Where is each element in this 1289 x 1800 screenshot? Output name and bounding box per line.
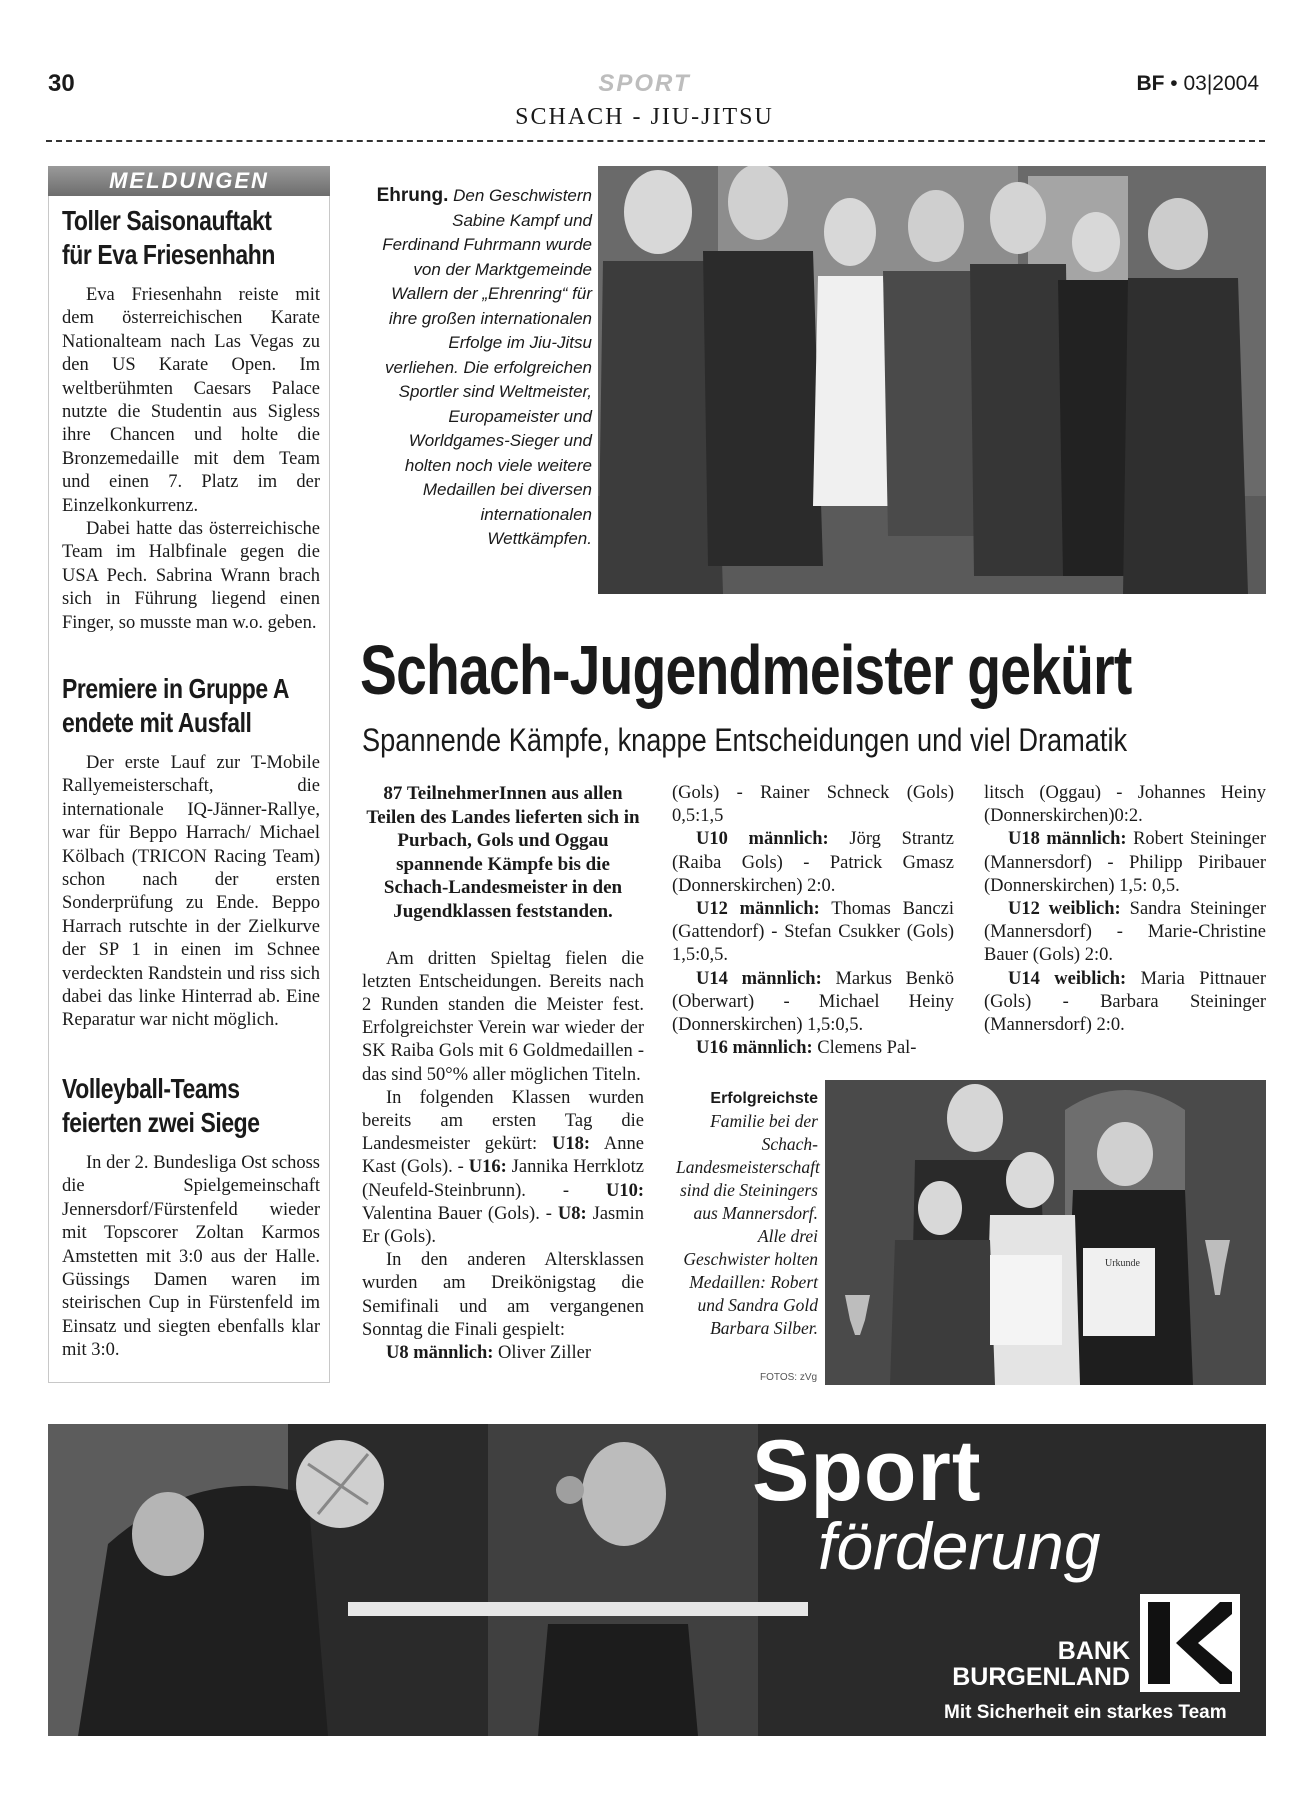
- article-u12w: U12 weiblich: Sandra Steininger (Mannersdorf) - Marie-Christine Bauer (Gols) 2:0.: [984, 899, 1266, 966]
- family-caption-text: Familie bei der Schach-Landesmeisterschaft sind die Steiningers aus Mannersdorf. Alle drei Geschwister holten Medaillen: Robert und Sandra Gold Barbara Silber.: [676, 1111, 820, 1338]
- article-u14w: U14 weiblich: Maria Pittnauer (Gols) - Barbara Steininger (Mannersdorf) 2:0.: [984, 968, 1266, 1036]
- article-col3-intro: litsch (Oggau) - Johannes Heiny (Donnerskirchen)0:2.: [984, 783, 1266, 827]
- main-headline: Schach-Jugendmeister gekürt: [360, 631, 1132, 709]
- article-u10m: U10 männlich: Jörg Strantz (Raiba Gols) - Patrick Gmasz (Donnerskirchen) 2:0.: [672, 829, 954, 896]
- ehrung-caption: [372, 184, 592, 552]
- ehrung-photo: [598, 166, 1266, 594]
- family-photo-illustration: [825, 1080, 1266, 1385]
- family-photo: [825, 1080, 1266, 1385]
- main-subheadline: Spannende Kämpfe, knappe Entscheidungen und viel Dramatik: [362, 722, 1128, 758]
- page-number: 30: [48, 70, 75, 97]
- article-column-1: [362, 782, 644, 1365]
- certificate-label: Urkunde: [1105, 1258, 1140, 1269]
- photo-credit: FOTOS: zVg: [760, 1372, 818, 1383]
- article-column-3: [984, 782, 1266, 1037]
- publication-name: BF: [1136, 72, 1165, 95]
- meldung-2: [62, 672, 320, 1033]
- bank-burgenland-logo-icon: [1140, 1594, 1240, 1692]
- article-u12m: U12 männlich: Thomas Banczi (Gattendorf) - Stefan Csukker (Gols) 1,5:0,5.: [672, 899, 954, 966]
- group-photo-illustration: [598, 166, 1266, 594]
- meldungen-label: MELDUNGEN: [48, 166, 330, 196]
- article-column-2: [672, 782, 954, 1060]
- article-u18m: U18 männlich: Robert Steininger (Mannersdorf) - Philipp Piribauer (Donnerskirchen) 1,5: 0,5.: [984, 829, 1266, 896]
- article-col2-intro: (Gols) - Rainer Schneck (Gols) 0,5:1,5: [672, 783, 954, 827]
- meldung-3: [62, 1072, 320, 1363]
- family-caption-title: Erfolgreichste: [710, 1090, 818, 1107]
- article-u8m: U8 männlich: Oliver Ziller: [386, 1343, 592, 1364]
- bank-name: BANK BURGENLAND: [952, 1637, 1130, 1691]
- meldung-1-body: Eva Friesenhahn reiste mit dem österreichischen Karate Nationalteam nach Las Vegas zu den US Karate Open. Im weltberühmten Caesars Palace nutzte die Studentin aus Sigless ihre Chancen und holte die Bronzemedaille mit dem Team und einen 7. Platz im der Einzelkonkurrenz. Dabei hatte das österreichische Team im Halbfinale gegen die USA Pech. Sabrina Wrann brach sich in Führung liegend einen Finger, so musste man w.o. geben.: [62, 285, 320, 633]
- article-u16m: U16 männlich: Clemens Pal-: [696, 1038, 917, 1059]
- meldung-3-body: In der 2. Bundesliga Ost schoss die Spielgemeinschaft Jennersdorf/Fürstenfeld wieder mit Topscorer Zoltan Karmos Amstetten mit 3:0 aus der Halle. Güssings Damen waren im steirischen Cup in Fürstenfeld im Einsatz und siegten ebenfalls klar mit 3:0.: [62, 1153, 320, 1361]
- meldung-2-title: Premiere in Gruppe A endete mit Ausfall: [62, 673, 289, 738]
- meldung-1: [62, 204, 320, 635]
- article-lead: 87 TeilnehmerInnen aus allen Teilen des Landes lieferten sich in Purbach, Gols und Oggau spannende Kämpfe bis die Schach-Landesmeister in den Jugendklassen feststanden.: [366, 783, 640, 922]
- meldung-1-title: Toller Saisonauftakt für Eva Friesenhahn: [62, 205, 275, 270]
- article-paragraph-2: In folgenden Klassen wurden bereits am ersten Tag die Landesmeister gekürt: U18: Anne Kast (Gols). - U16: Jannika Herrklotz (Neufeld-Steinbrunn). - U10: Valentina Bauer (Gols). - U8: Jasmin Er (Gols).: [362, 1087, 645, 1247]
- article-paragraph-3: In den anderen Altersklassen wurden am Dreikönigstag die Semifinali und am vergangenen Sonntag die Finali gespielt:: [362, 1250, 644, 1340]
- family-caption: [676, 1086, 818, 1340]
- ad-title-foerderung: förderung: [818, 1509, 1101, 1583]
- meldung-2-body: Der erste Lauf zur T-Mobile Rallyemeisterschaft, die internationale IQ-Jänner-Rallye, war für Beppo Harrach/ Michael Kölbach (TRICON Racing Team) schon nach der ersten Sonderprüfung zu Ende. Beppo Harrach rutschte in der Zielkurve der SP 1 in einen im Schnee verdeckten Randstein und riss sich dabei das linke Hinterrad ab. Eine Reparatur war nicht möglich.: [62, 753, 320, 1031]
- ehrung-lead: Ehrung.: [376, 185, 449, 206]
- ad-slogan: Mit Sicherheit ein starkes Team: [944, 1702, 1227, 1723]
- meldung-3-title: Volleyball-Teams feierten zwei Siege: [62, 1073, 260, 1138]
- subsection-title: SCHACH - JIU-JITSU: [515, 104, 774, 130]
- header-divider: [46, 140, 1265, 142]
- ehrung-caption-text: Den Geschwistern Sabine Kampf und Ferdinand Fuhrmann wurde von der Marktgemeinde Wallern der „Ehrenring“ für ihre großen internationalen Erfolge im Jiu-Jitsu verliehen. Die erfolgreichen Sportler sind Weltmeister, Europameister und Worldgames-Sieger und holten noch viele weitere Medaillen bei diversen internationalen Wettkämpfen.: [382, 186, 592, 548]
- article-u14m: U14 männlich: Markus Benkö (Oberwart) - Michael Heiny (Donnerskirchen) 1,5:0,5.: [672, 968, 954, 1036]
- ad-title-sport: Sport: [752, 1423, 982, 1519]
- section-title: SPORT: [598, 70, 691, 97]
- issue-info: BF • 03|2004: [1136, 72, 1259, 95]
- issue-number: 03|2004: [1183, 72, 1259, 95]
- article-paragraph-1: Am dritten Spieltag fielen die letzten Entscheidungen. Bereits nach 2 Runden standen die Meister fest. Erfolgreichster Verein war wieder der SK Raiba Gols mit 6 Goldmedaillen - das sind 50°% aller möglichen Titeln.: [362, 948, 644, 1085]
